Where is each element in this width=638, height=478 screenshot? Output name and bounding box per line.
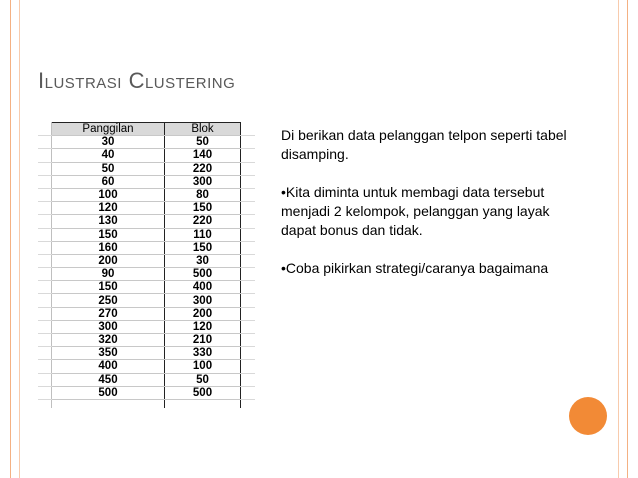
- table-row: [38, 175, 255, 188]
- table-row: [38, 241, 255, 254]
- table-row: [38, 268, 255, 281]
- cell-panggilan: 150: [52, 228, 165, 241]
- cell-panggilan: 40: [52, 149, 165, 162]
- cell-blok: 200: [165, 307, 241, 320]
- cell-panggilan: 450: [52, 373, 165, 386]
- cell-panggilan: 150: [52, 281, 165, 294]
- cell-blok: 150: [165, 202, 241, 215]
- cell-blok: 210: [165, 334, 241, 347]
- cell-blok: 500: [165, 386, 241, 399]
- table-row: [38, 334, 255, 347]
- cell-panggilan: 30: [52, 136, 165, 149]
- cell-panggilan: 200: [52, 254, 165, 267]
- cell-blok: 80: [165, 188, 241, 201]
- data-table: [38, 122, 256, 408]
- table-row: [38, 347, 255, 360]
- cell-panggilan: 160: [52, 241, 165, 254]
- cell-blok: 140: [165, 149, 241, 162]
- table-row: [38, 215, 255, 228]
- header-blok: Blok: [165, 123, 241, 136]
- table-row: [38, 136, 255, 149]
- cell-panggilan: 50: [52, 162, 165, 175]
- paragraph-intro: Di berikan data pelanggan telpon seperti tabel disamping.: [281, 127, 567, 162]
- cell-blok: 50: [165, 136, 241, 149]
- cell-blok: 50: [165, 373, 241, 386]
- table-row: [38, 281, 255, 294]
- cell-panggilan: 130: [52, 215, 165, 228]
- paragraph-question: •Coba pikirkan strategi/caranya bagaimana: [281, 260, 549, 276]
- cell-blok: 300: [165, 175, 241, 188]
- cell-blok: 150: [165, 241, 241, 254]
- cell-blok: 300: [165, 294, 241, 307]
- table-row: [38, 202, 255, 215]
- description-text: [281, 126, 571, 297]
- table-row: [38, 307, 255, 320]
- table-row: [38, 294, 255, 307]
- cell-panggilan: 100: [52, 188, 165, 201]
- cell-panggilan: 500: [52, 386, 165, 399]
- cell-blok: 30: [165, 254, 241, 267]
- cell-panggilan: 270: [52, 307, 165, 320]
- cell-blok: 110: [165, 228, 241, 241]
- cell-panggilan: 120: [52, 202, 165, 215]
- table-row: [38, 373, 255, 386]
- header-panggilan: Panggilan: [52, 123, 165, 136]
- table-row: [38, 149, 255, 162]
- table-row: [38, 360, 255, 373]
- cell-blok: 120: [165, 320, 241, 333]
- cell-panggilan: 90: [52, 268, 165, 281]
- cell-panggilan: 250: [52, 294, 165, 307]
- cell-panggilan: 320: [52, 334, 165, 347]
- table-row: [38, 228, 255, 241]
- cell-blok: 220: [165, 215, 241, 228]
- table-row: [38, 386, 255, 399]
- table-row: [38, 188, 255, 201]
- cell-blok: 100: [165, 360, 241, 373]
- cell-blok: 500: [165, 268, 241, 281]
- table-row: [38, 320, 255, 333]
- slide-title: Ilustrasi Clustering: [38, 68, 236, 93]
- cell-blok: 220: [165, 162, 241, 175]
- cell-panggilan: 400: [52, 360, 165, 373]
- cell-panggilan: 60: [52, 175, 165, 188]
- cell-blok: 330: [165, 347, 241, 360]
- customer-table: [38, 122, 255, 408]
- cell-panggilan: 300: [52, 320, 165, 333]
- decorative-circle: [569, 397, 607, 435]
- paragraph-task: •Kita diminta untuk membagi data tersebut menjadi 2 kelompok, pelanggan yang layak dapat bonus dan tidak.: [281, 184, 550, 238]
- cell-panggilan: 350: [52, 347, 165, 360]
- table-row: [38, 254, 255, 267]
- cell-blok: 400: [165, 281, 241, 294]
- table-row: [38, 162, 255, 175]
